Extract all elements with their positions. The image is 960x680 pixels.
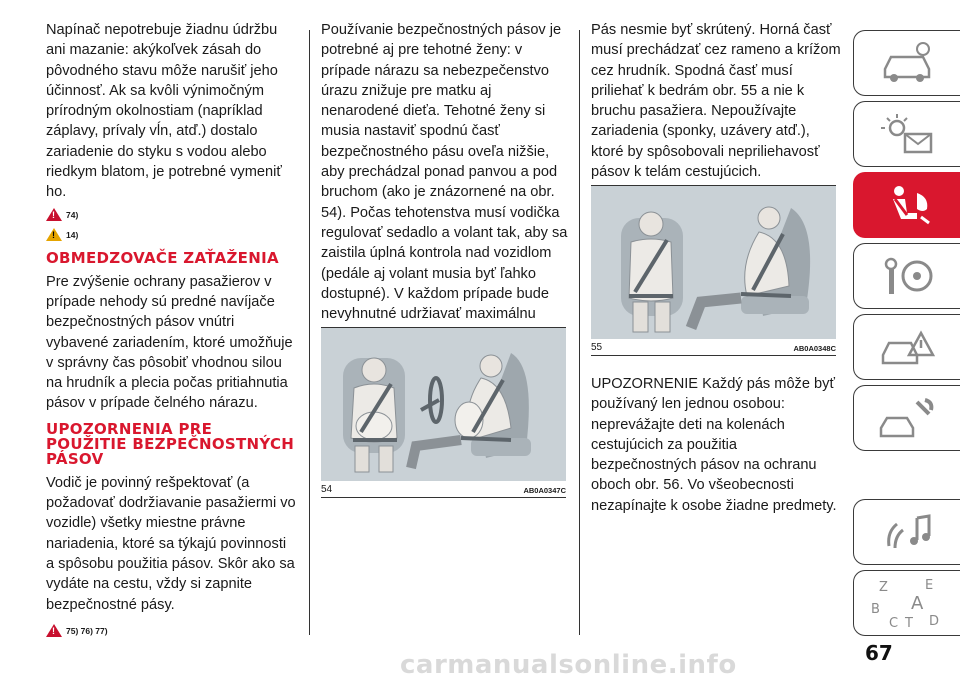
warning-reference-row	[46, 207, 298, 223]
chapter-tab-index[interactable]	[853, 570, 960, 636]
chapter-tab-starting-driving[interactable]	[853, 243, 960, 309]
warning-reference-row	[46, 623, 298, 639]
section-heading-seat-belt-warnings: UPOZORNENIA PRE POUŽITIE BEZPEČNOSTNÝCH PÁSOV	[46, 419, 295, 468]
caution-reference-row	[46, 227, 298, 243]
multimedia-icon	[877, 510, 937, 554]
driver-obligation-paragraph: Vodič je povinný rešpektovať (a požadovať dodržiavanie pasažiermi vo vozidle) všetky miestne právne nariadenia, ktoré sa týkajú povinnosti a spôsobu použitia pásov. Skôr ako sa vydáte na cestu, vždy si zapnite bezpečnostné pásy.	[46, 474, 296, 613]
section-heading-load-limiters: OBMEDZOVAČE ZAŤAŽENIA	[46, 248, 279, 267]
dashboard-lights-icon	[877, 112, 937, 156]
one-person-warning-paragraph: UPOZORNENIE Každý pás môže byť používaný len jednou osobou: neprevážajte deti na kolenách cestujúcich za použitia bezpečnostných pásov na ochranu oboch obr. 56. Vo všeobecnosti nezapínajte k osobe žiadne predmety.	[591, 376, 837, 514]
chapter-tab-maintenance[interactable]	[853, 385, 960, 451]
warning-reference: 75) 76) 77)	[66, 625, 108, 636]
figure-number: 54	[321, 484, 333, 495]
watermark: carmanualsonline.info	[400, 650, 737, 680]
figure-55	[591, 185, 836, 356]
chapter-tab-multimedia[interactable]	[853, 499, 960, 565]
wrench-car-icon	[877, 396, 937, 440]
figure-code: AB0A0347C	[523, 486, 566, 495]
index-letter: D	[929, 614, 940, 629]
key-steering-icon	[877, 254, 937, 298]
column-divider	[309, 30, 310, 635]
chapter-tab-dashboard[interactable]	[853, 101, 960, 167]
figure-number: 55	[591, 342, 603, 353]
figure-54	[321, 327, 566, 498]
seatbelt-position-illustration	[591, 186, 836, 339]
index-letter: B	[871, 602, 880, 617]
belt-position-paragraph: Pás nesmie byť skrútený. Horná časť musí prechádzať cez rameno a krížom cez hrudník. Spodná časť musí priliehať k bedrám obr. 55 a nie k bruchu pasažiera. Nepoužívajte zariadenia (sponky, uzávery atď.), ktoré by spôsobovali nepriliehavosť pásov k telám cestujúcich.	[591, 22, 841, 181]
car-warning-icon	[877, 325, 937, 369]
column-2	[321, 20, 569, 495]
figure-caption	[321, 481, 566, 497]
warning-reference: 74)	[66, 209, 79, 220]
index-letter: E	[925, 578, 934, 593]
warning-triangle-icon	[46, 208, 62, 221]
page-number: 67	[865, 641, 893, 665]
caution-triangle-icon	[46, 228, 62, 241]
load-limiters-paragraph: Pre zvýšenie ochrany pasažierov v prípade nehody sú predné navíjače bezpečnostných pásov vnútri vybavené zariadením, ktoré umožňuje v správny čas pôsobiť vhodnou silou na hrudník a plecia počas pritiahnutia pásov v prípade čelného nárazu.	[46, 273, 293, 412]
column-divider	[579, 30, 580, 635]
index-letters-icon	[867, 575, 947, 631]
chapter-tab-emergency[interactable]	[853, 314, 960, 380]
seat-airbag-icon	[877, 183, 937, 227]
chapter-tab-car-info[interactable]	[853, 30, 960, 96]
figure-caption	[591, 339, 836, 355]
index-letter: Z	[879, 580, 888, 595]
index-letter: T	[905, 616, 913, 631]
caution-reference: 14)	[66, 229, 79, 240]
car-info-icon	[877, 41, 937, 85]
warning-triangle-icon	[46, 624, 62, 637]
index-letter: A	[911, 593, 924, 614]
pregnant-women-paragraph: Používanie bezpečnostných pásov je potrebné aj pre tehotné ženy: v prípade nárazu sa nebezpečenstvo úrazu znižuje pre matku aj nenarodené dieťa. Tehotné ženy si musia nastaviť spodnú časť bezpečnostného pásu oveľa nižšie, aby prechádzal ponad panvou a pod bruchom (ako je znázornené na obr. 54). Počas tehotenstva musí vodička regulovať sedadlo a volant tak, aby sa zaistila úplná kontrola nad vozidlom (pedále aj volant musia byť ľahko dostupné). V každom prípade bude nevyhnutné udržiavať maximálnu	[321, 22, 568, 323]
index-letter: C	[889, 616, 899, 631]
column-1	[46, 20, 298, 639]
figure-code: AB0A0348C	[793, 344, 836, 353]
chapter-tab-safety[interactable]	[853, 172, 960, 238]
pregnant-woman-seatbelt-illustration	[321, 328, 566, 481]
column-3	[591, 20, 841, 514]
tensioner-maintenance-paragraph: Napínač nepotrebuje žiadnu údržbu ani mazanie: akýkoľvek zásah do pôvodného stavu môže narušiť jeho účinnosť. Ak sa kvôli výnimočným prírodným okolnostiam (napríklad záplavy, prívaly vĺn, atď.) dostalo zariadenie do styku s vodou alebo riedkym blatom, je potrebné vymeniť ho.	[46, 22, 282, 201]
